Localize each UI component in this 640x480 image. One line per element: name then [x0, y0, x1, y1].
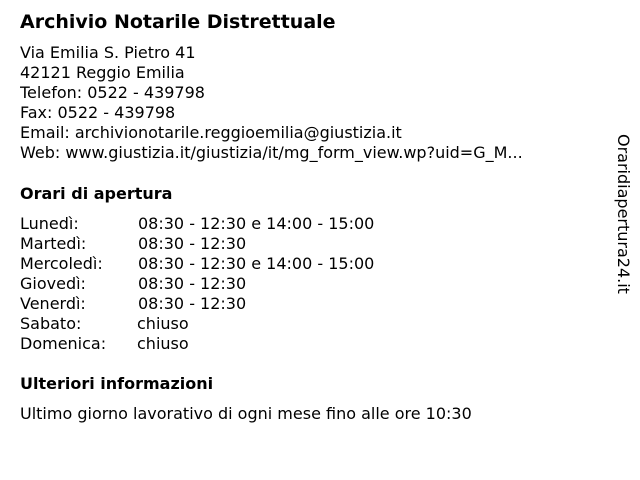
- site-watermark: Oraridiapertura24.it: [614, 134, 633, 294]
- time-value: 08:30 - 12:30 e 14:00 - 15:00: [138, 254, 375, 273]
- day-label: Domenica:: [20, 334, 107, 353]
- time-value: chiuso: [137, 314, 189, 333]
- day-label: Sabato:: [20, 314, 82, 333]
- time-value: 08:30 - 12:30: [138, 234, 247, 253]
- time-value: 08:30 - 12:30: [138, 274, 247, 293]
- phone-line: Telefon: 0522 - 439798: [20, 83, 205, 102]
- day-label: Mercoledì:: [20, 254, 103, 273]
- day-label: Giovedì:: [20, 274, 86, 293]
- email-line: Email: archivionotarile.reggioemilia@giustizia.it: [20, 123, 402, 142]
- time-value: chiuso: [137, 334, 189, 353]
- office-title: Archivio Notarile Distrettuale: [20, 11, 336, 33]
- additional-info-heading: Ulteriori informazioni: [20, 374, 214, 393]
- day-label: Venerdì:: [20, 294, 86, 313]
- city-line: 42121 Reggio Emilia: [20, 63, 185, 82]
- time-value: 08:30 - 12:30: [138, 294, 247, 313]
- opening-hours-heading: Orari di apertura: [20, 184, 173, 203]
- day-label: Martedì:: [20, 234, 87, 253]
- time-value: 08:30 - 12:30 e 14:00 - 15:00: [138, 214, 375, 233]
- day-label: Lunedì:: [20, 214, 79, 233]
- fax-line: Fax: 0522 - 439798: [20, 103, 176, 122]
- additional-info-text: Ultimo giorno lavorativo di ogni mese fino alle ore 10:30: [20, 404, 472, 423]
- web-line: Web: www.giustizia.it/giustizia/it/mg_form_view.wp?uid=G_M...: [20, 143, 523, 162]
- contact-details: [20, 43, 523, 163]
- address-line: Via Emilia S. Pietro 41: [20, 43, 196, 62]
